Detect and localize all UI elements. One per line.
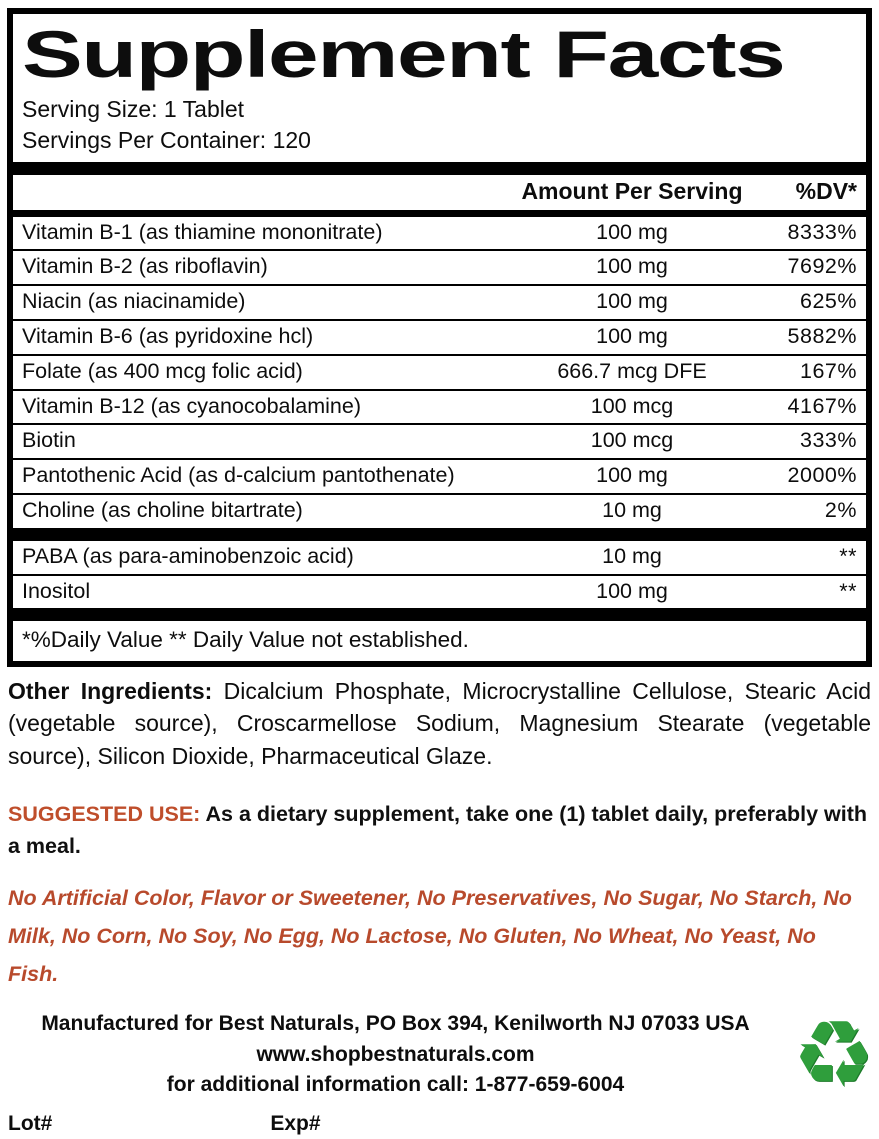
nutrient-dv: 167%	[800, 358, 857, 383]
nutrient-name: Choline (as choline bitartrate)	[22, 497, 303, 522]
divider-bar-middle	[13, 528, 866, 541]
nutrient-name: Vitamin B-12 (as cyanocobalamine)	[22, 393, 361, 418]
nutrient-amount: 100 mg	[596, 463, 668, 488]
nutrient-dv: 8333%	[787, 219, 857, 244]
nutrient-amount: 100 mg	[596, 289, 668, 314]
table-row	[13, 495, 866, 528]
percent-dv-header: %DV*	[795, 177, 857, 204]
divider-bar-top	[13, 162, 866, 175]
servings-per-container: Servings Per Container: 120	[22, 127, 311, 154]
amount-per-serving-header: Amount Per Serving	[521, 177, 743, 204]
table-row	[13, 425, 866, 460]
supplement-label-page	[0, 8, 879, 1135]
lot-exp-row	[8, 1109, 871, 1139]
lot-label: Lot#	[8, 1111, 53, 1135]
table-row	[13, 321, 866, 356]
nutrient-name: Folate (as 400 mcg folic acid)	[22, 358, 303, 383]
nutrient-amount: 100 mg	[596, 323, 668, 348]
nutrient-rows	[13, 217, 866, 528]
other-ingredients	[8, 675, 871, 772]
nutrient-amount: 100 mg	[596, 578, 668, 603]
footer	[8, 1001, 875, 1139]
nutrient-amount: 10 mg	[602, 497, 662, 522]
table-row	[13, 251, 866, 286]
table-row	[13, 391, 866, 426]
nutrient-name: Vitamin B-6 (as pyridoxine hcl)	[22, 323, 314, 348]
other-ingredients-text: Dicalcium Phosphate, Microcrystalline Cellulose, Stearic Acid (vegetable source), Croscarmellose Sodium, Magnesium Stearate (vegetable source), Silicon Dioxide, Pharmaceutical Glaze.	[8, 678, 871, 769]
nutrient-amount: 100 mg	[596, 254, 668, 279]
phone-line: for additional information call: 1-877-659-6004	[166, 1073, 625, 1097]
nutrient-name: PABA (as para-aminobenzoic acid)	[22, 543, 354, 568]
table-row	[13, 286, 866, 321]
supplement-facts-panel	[7, 8, 872, 667]
nutrient-dv: **	[839, 578, 857, 603]
table-row	[13, 541, 866, 576]
table-row	[13, 576, 866, 609]
nutrient-name: Vitamin B-1 (as thiamine mononitrate)	[22, 219, 383, 244]
nutrient-dv: 2000%	[787, 463, 857, 488]
allergen-free-statement: No Artificial Color, Flavor or Sweetener, No Preservatives, No Sugar, No Starch, No Milk, No Corn, No Soy, No Egg, No Lactose, No Gluten, No Wheat, No Yeast, No Fish.	[8, 886, 852, 986]
exp-label: Exp#	[270, 1111, 321, 1135]
table-row	[13, 217, 866, 252]
daily-value-footnote: *%Daily Value ** Daily Value not established.	[22, 627, 469, 653]
suggested-use	[8, 798, 871, 863]
nutrient-name: Niacin (as niacinamide)	[22, 289, 246, 314]
nutrient-dv: 5882%	[787, 323, 857, 348]
manufacturer-line: Manufactured for Best Naturals, PO Box 394, Kenilworth NJ 07033 USA	[41, 1012, 750, 1036]
no-dv-nutrient-rows	[13, 541, 866, 609]
divider-bar-bottom	[13, 608, 866, 621]
nutrient-amount: 666.7 mcg DFE	[557, 358, 707, 383]
nutrient-dv: 4167%	[787, 393, 857, 418]
nutrient-name: Inositol	[22, 578, 91, 603]
divider-bar-header	[13, 210, 866, 217]
suggested-use-label: SUGGESTED USE:	[8, 801, 201, 826]
nutrient-dv: **	[839, 543, 857, 568]
other-ingredients-label: Other Ingredients:	[8, 678, 213, 705]
suggested-use-text: As a dietary supplement, take one (1) tablet daily, preferably with a meal.	[8, 801, 868, 859]
nutrient-dv: 2%	[824, 497, 857, 522]
nutrient-amount: 10 mg	[602, 543, 662, 568]
nutrient-name: Vitamin B-2 (as riboflavin)	[22, 254, 268, 279]
nutrient-amount: 100 mg	[596, 219, 668, 244]
table-row	[13, 356, 866, 391]
recycle-icon: ♻	[792, 1001, 875, 1109]
nutrient-dv: 7692%	[787, 254, 857, 279]
column-header-row	[13, 175, 866, 210]
nutrient-amount: 100 mcg	[590, 393, 674, 418]
panel-title	[13, 14, 866, 94]
nutrient-name: Biotin	[22, 428, 76, 453]
table-row	[13, 460, 866, 495]
nutrient-dv: 625%	[800, 289, 857, 314]
nutrient-amount: 100 mcg	[590, 428, 674, 453]
nutrient-dv: 333%	[800, 428, 857, 453]
nutrient-name: Pantothenic Acid (as d-calcium pantothenate)	[22, 463, 455, 488]
serving-size: Serving Size: 1 Tablet	[22, 96, 245, 122]
website-line: www.shopbestnaturals.com	[256, 1042, 535, 1066]
panel-title-text: Supplement Facts	[22, 17, 785, 91]
